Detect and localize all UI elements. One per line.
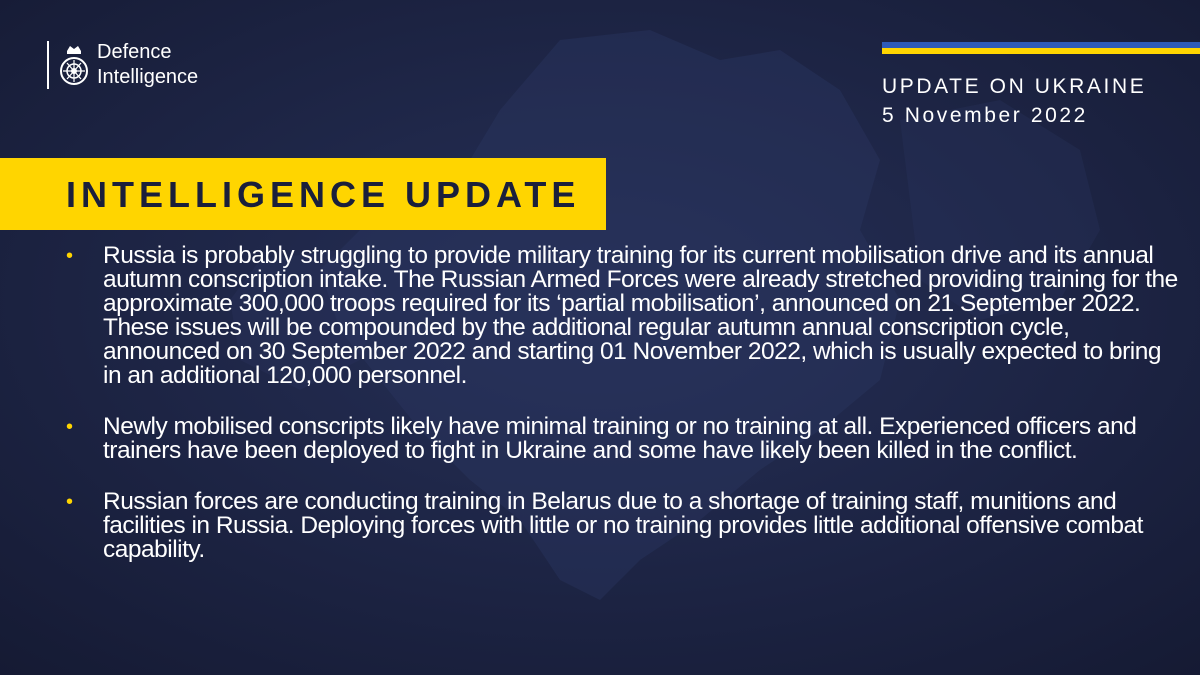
logo-line1: Defence xyxy=(97,41,172,63)
bullet-dot: • xyxy=(66,245,73,267)
intelligence-update-banner xyxy=(0,158,606,230)
banner-label: INTELLIGENCE UPDATE xyxy=(66,174,581,215)
bullet-text: Russian forces are conducting training in Belarus due to a shortage of training staff, munitions and facilities in Russia. Deploying forces with little or no training provides little additional offensive combat capability. xyxy=(103,488,1143,563)
bullet-text: Newly mobilised conscripts likely have minimal training or no training at all. Experienced officers and trainers have been deployed to fight in Ukraine and some have likely been killed in the conflict. xyxy=(103,413,1137,464)
bullet-dot: • xyxy=(66,416,73,438)
logo-wordmark xyxy=(97,40,198,90)
defence-intelligence-logo xyxy=(47,40,198,90)
logo-divider xyxy=(47,41,49,89)
bullet-dot: • xyxy=(66,491,73,513)
logo-line2: Intelligence xyxy=(97,66,199,88)
update-date: 5 November 2022 xyxy=(882,104,1088,127)
royal-crest-icon xyxy=(57,42,91,88)
flag-yellow-band xyxy=(882,48,1200,54)
bullet-item xyxy=(60,490,1180,562)
update-title: UPDATE ON UKRAINE xyxy=(882,75,1147,98)
bullet-item xyxy=(60,244,1180,388)
bullet-list xyxy=(60,244,1180,589)
bullet-item xyxy=(60,415,1180,463)
bullet-text: Russia is probably struggling to provide military training for its current mobilisation drive and its annual autumn conscription intake. The Russian Armed Forces were already stretched providing training for the approximate 300,000 troops required for its ‘partial mobilisation’, announced on 21 September 2022. These issues will be compounded by the additional regular autumn annual conscription cycle, announced on 30 September 2022 and starting 01 November 2022, which is usually expected to bring in an additional 120,000 personnel. xyxy=(103,242,1178,389)
ukraine-flag-stripe xyxy=(882,42,1200,54)
